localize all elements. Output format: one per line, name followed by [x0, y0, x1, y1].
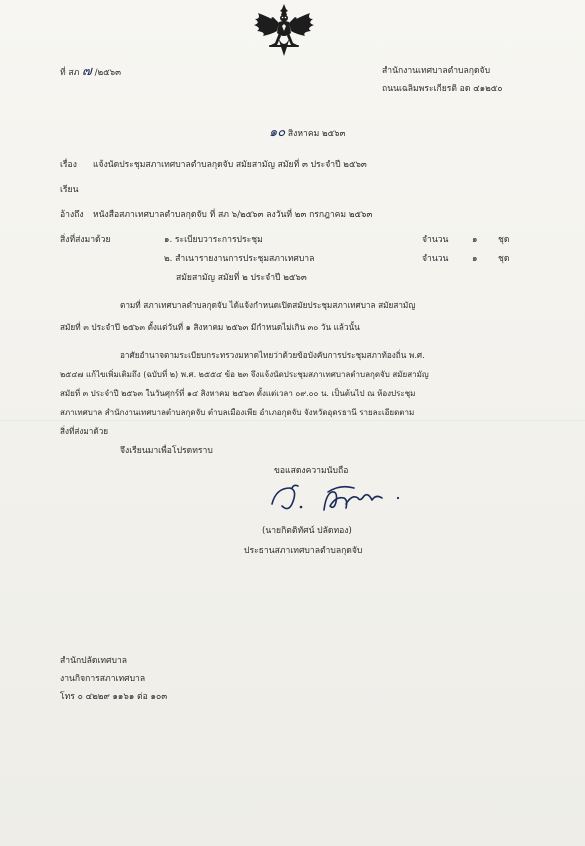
enclosure-item-2-qty: ๑: [472, 254, 478, 264]
ref-suffix: /๒๕๖๓: [94, 68, 121, 78]
enclosure-item-1-qty-label: จำนวน: [422, 235, 449, 245]
enclosure-item-2-text-cont: สมัยสามัญ สมัยที่ ๒ ประจำปี ๒๕๖๓: [176, 273, 307, 283]
body-paragraph-2-line-3: สมัยที่ ๓ ประจำปี ๒๕๖๓ ในวันศุกร์ที่ ๑๔ สิงหาคม ๒๕๖๓ ตั้งแต่เวลา ๐๙.๐๐ น. เป็นต้นไป ณ ห้องประชุม: [60, 389, 416, 398]
enclosure-item-1-unit: ชุด: [498, 235, 510, 245]
ref-prefix: ที่ สภ: [60, 68, 80, 78]
office-name: สำนักงานเทศบาลตำบลกุดจับ: [382, 66, 491, 76]
letter-date: [269, 127, 346, 140]
footer-section: งานกิจการสภาเทศบาล: [60, 674, 146, 684]
footer-department: สำนักปลัดเทศบาล: [60, 656, 128, 666]
handwritten-signature: [268, 474, 418, 520]
footer-phone: โทร ๐ ๔๒๒๙ ๑๑๖๑ ต่อ ๑๐๓: [60, 692, 168, 702]
body-paragraph-2-line-1: อาศัยอำนาจตามระเบียบกระทรวงมหาดไทยว่าด้วยข้อบังคับการประชุมสภาท้องถิ่น พ.ศ.: [120, 350, 425, 360]
ref-handwritten-number: ๗: [82, 64, 92, 79]
body-paragraph-2-line-5: สิ่งที่ส่งมาด้วย: [60, 426, 109, 436]
signatory-name: (นายกิตติทัศน์ ปลัดทอง): [262, 526, 352, 536]
enclosures-label: สิ่งที่ส่งมาด้วย: [60, 235, 111, 245]
subject-text: แจ้งนัดประชุมสภาเทศบาลตำบลกุดจับ สมัยสามัญ สมัยที่ ๓ ประจำปี ๒๕๖๓: [93, 160, 367, 170]
closing-request: จึงเรียนมาเพื่อโปรดทราบ: [120, 446, 213, 456]
enclosure-item-1-text: ๑. ระเบียบวาระการประชุม: [164, 235, 263, 245]
ref-number: [60, 66, 121, 79]
paper-fold: [0, 420, 585, 421]
salutation-label: เรียน: [60, 185, 79, 195]
enclosure-item-2-unit: ชุด: [498, 254, 510, 264]
subject-label: เรื่อง: [60, 160, 77, 170]
body-paragraph-2-line-2: ๒๕๔๗ แก้ไขเพิ่มเติมถึง (ฉบับที่ ๒) พ.ศ. ๒๕๕๔ ข้อ ๒๓ จึงแจ้งนัดประชุมสภาเทศบาลตำบลกุดจับ สมัยสามัญ: [60, 370, 429, 379]
reference-text: หนังสือสภาเทศบาลตำบลกุดจับ ที่ สภ ๖/๒๕๖๓ ลงวันที่ ๒๓ กรกฎาคม ๒๕๖๓: [93, 210, 373, 220]
enclosure-item-2-qty-label: จำนวน: [422, 254, 449, 264]
enclosure-item-2-text: ๒. สำเนารายงานการประชุมสภาเทศบาล: [164, 254, 315, 264]
garuda-emblem-icon: [249, 3, 319, 57]
date-handwritten-day: ๑๐: [269, 125, 286, 140]
signatory-position: ประธานสภาเทศบาลตำบลกุดจับ: [244, 546, 363, 556]
enclosure-item-1-qty: ๑: [472, 235, 478, 245]
office-address: ถนนเฉลิมพระเกียรติ อด ๔๑๒๕๐: [382, 84, 503, 94]
reference-label: อ้างถึง: [60, 210, 84, 220]
signature-closing: ขอแสดงความนับถือ: [274, 466, 349, 476]
body-paragraph-1-line-1: ตามที่ สภาเทศบาลตำบลกุดจับ ได้แจ้งกำหนดเปิดสมัยประชุมสภาเทศบาล สมัยสามัญ: [120, 300, 416, 310]
date-month-year: สิงหาคม ๒๕๖๓: [287, 129, 346, 139]
body-paragraph-2-line-4: สภาเทศบาล สำนักงานเทศบาลตำบลกุดจับ ตำบลเมืองเพีย อำเภอกุดจับ จังหวัดอุดรธานี รายละเอียดตาม: [60, 408, 415, 417]
body-paragraph-1-line-2: สมัยที่ ๓ ประจำปี ๒๕๖๓ ตั้งแต่วันที่ ๑ สิงหาคม ๒๕๖๓ มีกำหนดไม่เกิน ๓๐ วัน แล้วนั้น: [60, 322, 360, 332]
